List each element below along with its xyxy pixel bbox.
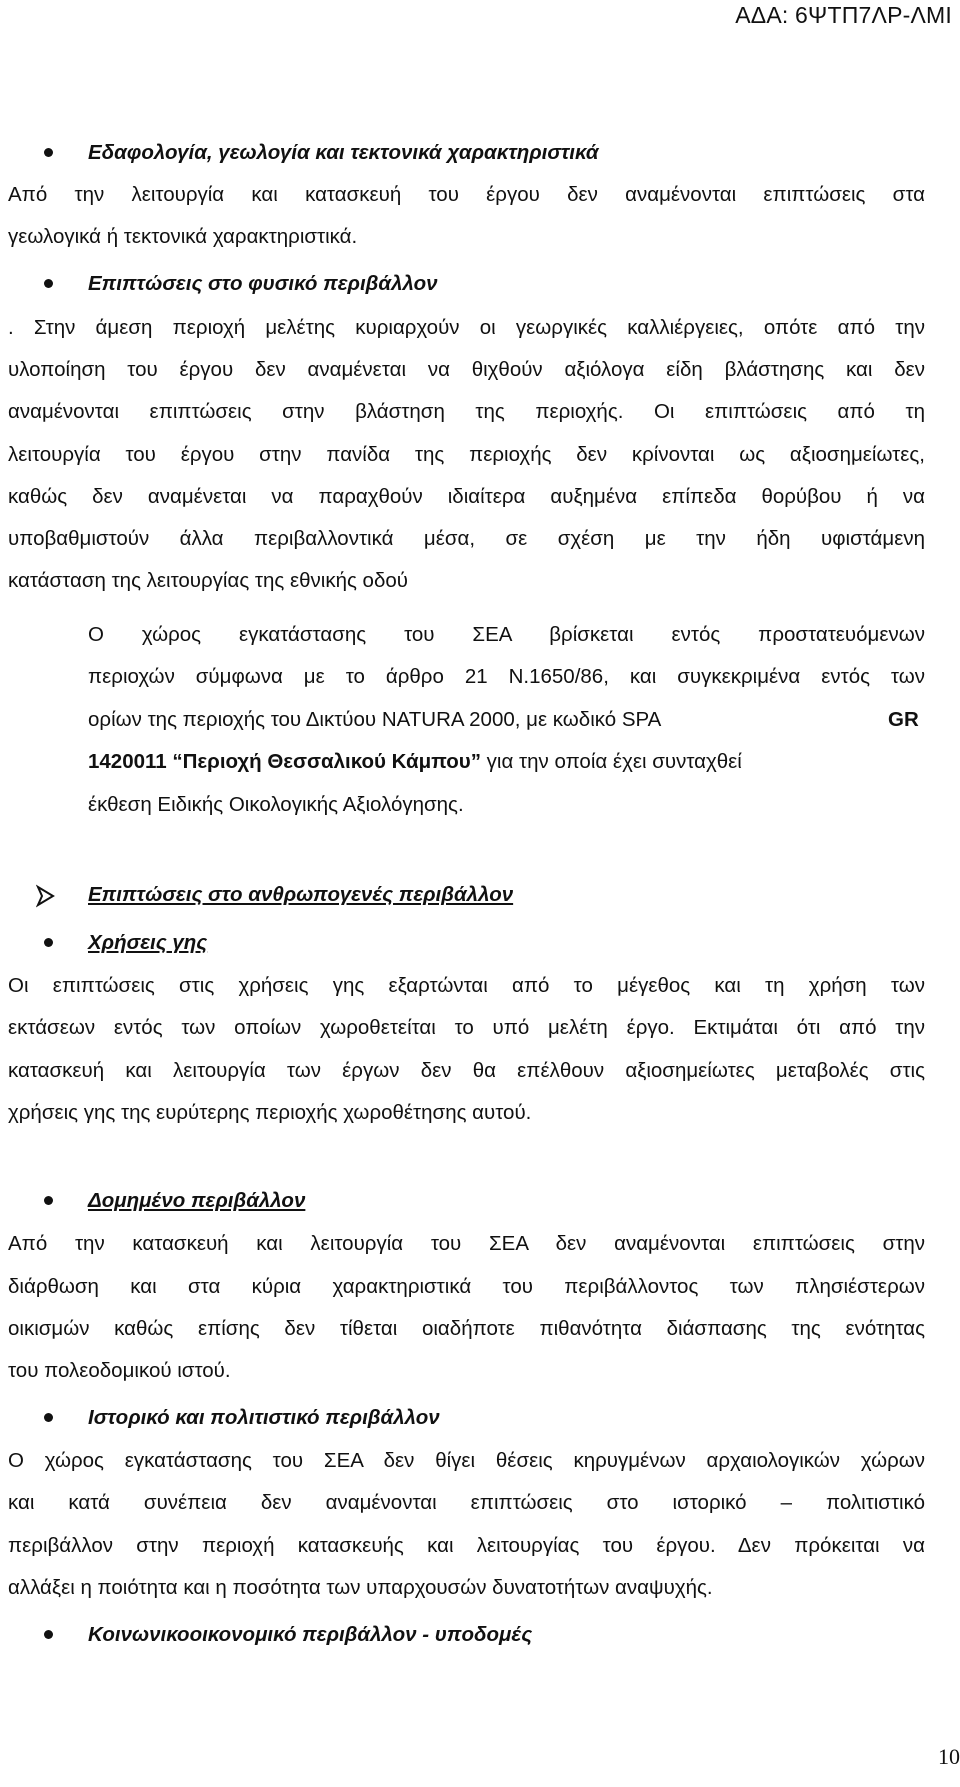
paragraph-line: του πολεοδομικού ιστού. [8, 1359, 231, 1382]
bullet-icon [44, 148, 53, 157]
natura-line-rest: για την οποία έχει συνταχθεί [480, 750, 742, 773]
bullet-icon [44, 279, 53, 288]
heading-socioeconomic: Κοινωνικοοικονομικό περιβάλλον - υποδομές [88, 1623, 533, 1646]
paragraph-line: αλλάξει η ποιότητα και η ποσότητα των υπαρχουσών δυνατοτήτων αναψυχής. [8, 1576, 713, 1599]
bullet-icon [44, 1196, 53, 1205]
paragraph-line: και κατά συνέπεια δεν αναμένονται επιπτώσεις στο ιστορικό – πολιτιστικό [8, 1491, 925, 1514]
natura-line: Ο χώρος εγκατάστασης του ΣΕΑ βρίσκεται εντός προστατευόμενων [88, 623, 925, 646]
bullet-icon [44, 1413, 53, 1422]
paragraph-line: . Στην άμεση περιοχή μελέτης κυριαρχούν οι γεωργικές καλλιέργειες, οπότε από την [8, 316, 925, 339]
ada-code: ΑΔΑ: 6ΨΤΠ7ΛΡ-ΛΜΙ [735, 2, 952, 28]
heading-built: Δομημένο περιβάλλον [88, 1189, 306, 1212]
paragraph-line: διάρθωση και στα κύρια χαρακτηριστικά του περιβάλλοντος των πλησιέστερων [8, 1275, 925, 1298]
natura-line [88, 747, 742, 777]
heading-natural: Επιπτώσεις στο φυσικό περιβάλλον [88, 272, 438, 295]
page-number: 10 [938, 1744, 960, 1769]
natura-code-prefix: GR [888, 708, 919, 731]
natura-line: ορίων της περιοχής του Δικτύου NATURA 2000, με κωδικό SPA [88, 708, 662, 731]
heading-land-use: Χρήσεις γης [88, 931, 208, 954]
heading-cultural: Ιστορικό και πολιτιστικό περιβάλλον [88, 1406, 440, 1429]
paragraph-line: λειτουργία του έργου στην πανίδα της περιοχής δεν κρίνονται ως αξιοσημείωτες, [8, 443, 925, 466]
paragraph-line: εκτάσεων εντός των οποίων χωροθετείται το υπό μελέτη έργο. Εκτιμάται ότι από την [8, 1016, 925, 1039]
paragraph-line: Οι επιπτώσεις στις χρήσεις γης εξαρτώνται από το μέγεθος και τη χρήση των [8, 974, 925, 997]
paragraph-line: αναμένονται επιπτώσεις στην βλάστηση της περιοχής. Οι επιπτώσεις από τη [8, 400, 925, 423]
paragraph-line: γεωλογικά ή τεκτονικά χαρακτηριστικά. [8, 225, 358, 248]
paragraph-line: καθώς δεν αναμένεται να παραχθούν ιδιαίτερα αυξημένα επίπεδα θορύβου ή να [8, 485, 925, 508]
paragraph-line: Από την κατασκευή και λειτουργία του ΣΕΑ δεν αναμένονται επιπτώσεις στην [8, 1232, 925, 1255]
bullet-icon [44, 938, 53, 947]
paragraph-line: κατάσταση της λειτουργίας της εθνικής οδού [8, 569, 408, 592]
paragraph-line: κατασκευή και λειτουργία των έργων δεν θα επέλθουν αξιοσημείωτες μεταβολές στις [8, 1059, 925, 1082]
heading-anthropogenic: Επιπτώσεις στο ανθρωπογενές περιβάλλον [88, 883, 514, 906]
natura-site-name: 1420011 “Περιοχή Θεσσαλικού Κάμπου” [88, 750, 481, 773]
paragraph-line: Ο χώρος εγκατάστασης του ΣΕΑ δεν θίγει θέσεις κηρυγμένων αρχαιολογικών χώρων [8, 1449, 925, 1472]
paragraph-line: υποβαθμιστούν άλλα περιβαλλοντικά μέσα, σε σχέση με την ήδη υφιστάμενη [8, 527, 925, 550]
arrow-bullet-icon [36, 880, 56, 910]
paragraph-line: οικισμών καθώς επίσης δεν τίθεται οιαδήποτε πιθανότητα διάσπασης της ενότητας [8, 1317, 925, 1340]
natura-line: περιοχών σύμφωνα με το άρθρο 21 Ν.1650/86, και συγκεκριμένα εντός των [88, 665, 925, 688]
paragraph-line: περιβάλλον στην περιοχή κατασκευής και λειτουργίας του έργου. Δεν πρόκειται να [8, 1534, 925, 1557]
paragraph-line: Από την λειτουργία και κατασκευή του έργου δεν αναμένονται επιπτώσεις στα [8, 183, 925, 206]
natura-line: έκθεση Ειδικής Οικολογικής Αξιολόγησης. [88, 793, 464, 816]
bullet-icon [44, 1630, 53, 1639]
paragraph-line: χρήσεις γης της ευρύτερης περιοχής χωροθέτησης αυτού. [8, 1101, 532, 1124]
heading-geology: Εδαφολογία, γεωλογία και τεκτονικά χαρακτηριστικά [88, 141, 599, 164]
paragraph-line: υλοποίηση του έργου δεν αναμένεται να θιχθούν αξιόλογα είδη βλάστησης και δεν [8, 358, 925, 381]
